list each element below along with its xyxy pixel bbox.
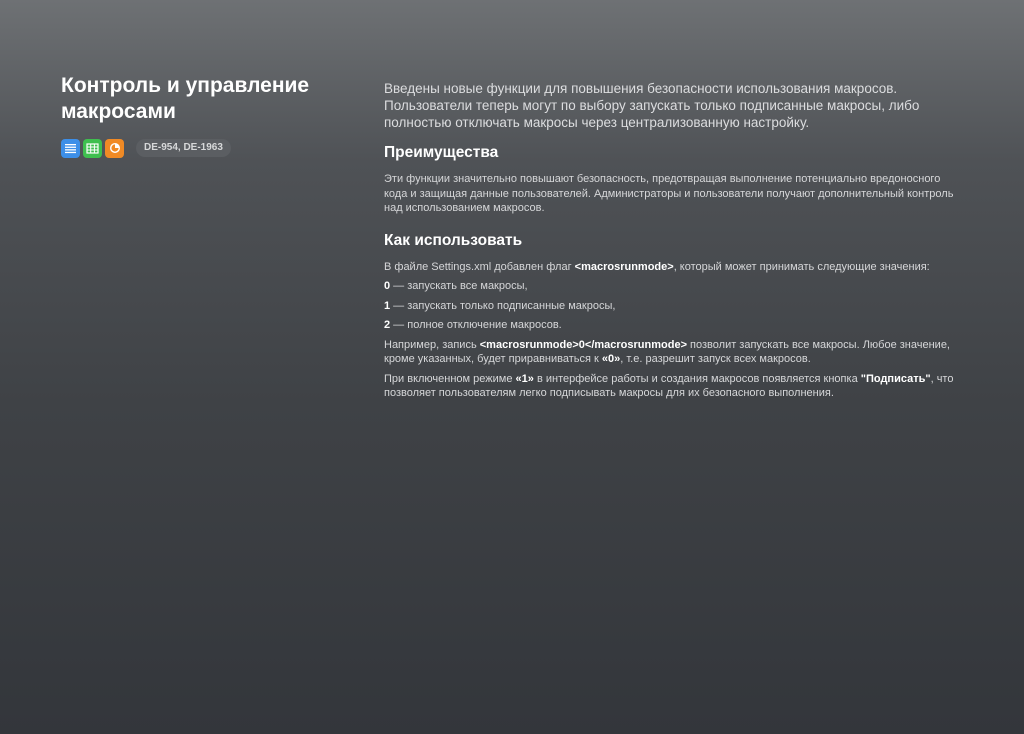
issue-id-badge: DE-954, DE-1963 — [136, 139, 231, 157]
example-post: , т.е. разрешит запуск всех макросов. — [620, 353, 811, 365]
setting-flag: <macrosrunmode> — [574, 260, 674, 273]
spreadsheet-editor-icon — [83, 139, 102, 158]
presentation-editor-icon — [105, 139, 124, 158]
example-text — [384, 338, 954, 367]
sign-mode-text — [384, 372, 954, 401]
sign-mode-mid: в интерфейсе работы и создания макросов появляется кнопка — [533, 372, 861, 385]
usage-intro-post: , который может принимать следующие значения: — [673, 260, 930, 273]
feature-header — [61, 73, 351, 158]
option-0-text: — запускать все макросы, — [390, 280, 528, 292]
intro-text: Введены новые функции для повышения безопасности использования макросов. Пользователи теперь могут по выбору запускать только подписанные макросы, либо полностью отключать макросы через централизованную настройку. — [384, 81, 920, 130]
option-1-text: — запускать только подписанные макросы, — [390, 299, 616, 312]
option-0 — [384, 279, 954, 294]
sign-mode-post: , что позволяет пользователям легко подписывать макросы для их безопасного выполнения. — [384, 372, 954, 399]
usage-heading: Как использовать — [384, 231, 523, 249]
sign-mode-pre: При включенном режиме — [384, 372, 516, 385]
sign-mode-value: «1» — [515, 372, 534, 385]
option-2-text: — полное отключение макросов. — [390, 319, 562, 331]
benefits-heading: Преимущества — [384, 144, 499, 161]
default-value: «0» — [601, 353, 621, 365]
usage-intro-pre: В файле Settings.xml добавлен флаг — [384, 260, 575, 273]
feature-description — [384, 80, 954, 401]
document-editor-icon — [61, 139, 80, 158]
benefits-text: Эти функции значительно повышают безопасность, предотвращая выполнение потенциально вредоносного кода и защищая данные пользователей. Администраторы и пользователи получают дополнительный контроль над использованием макросов. — [384, 173, 954, 214]
feature-meta — [61, 138, 351, 158]
sign-button-name: "Подписать" — [860, 372, 931, 385]
example-pre: Например, запись — [384, 338, 480, 351]
usage-intro — [384, 260, 954, 275]
example-mid: позволит запускать все макросы. Любое значение, кроме указанных, будет приравниваться к — [384, 338, 950, 365]
feature-title: Контроль и управление макросами — [61, 74, 310, 123]
option-0-key: 0 — [384, 280, 391, 292]
option-2-key: 2 — [384, 319, 391, 331]
option-1-key: 1 — [384, 299, 391, 312]
option-1 — [384, 299, 954, 314]
option-2 — [384, 318, 954, 333]
example-code: <macrosrunmode>0</macrosrunmode> — [479, 338, 687, 351]
